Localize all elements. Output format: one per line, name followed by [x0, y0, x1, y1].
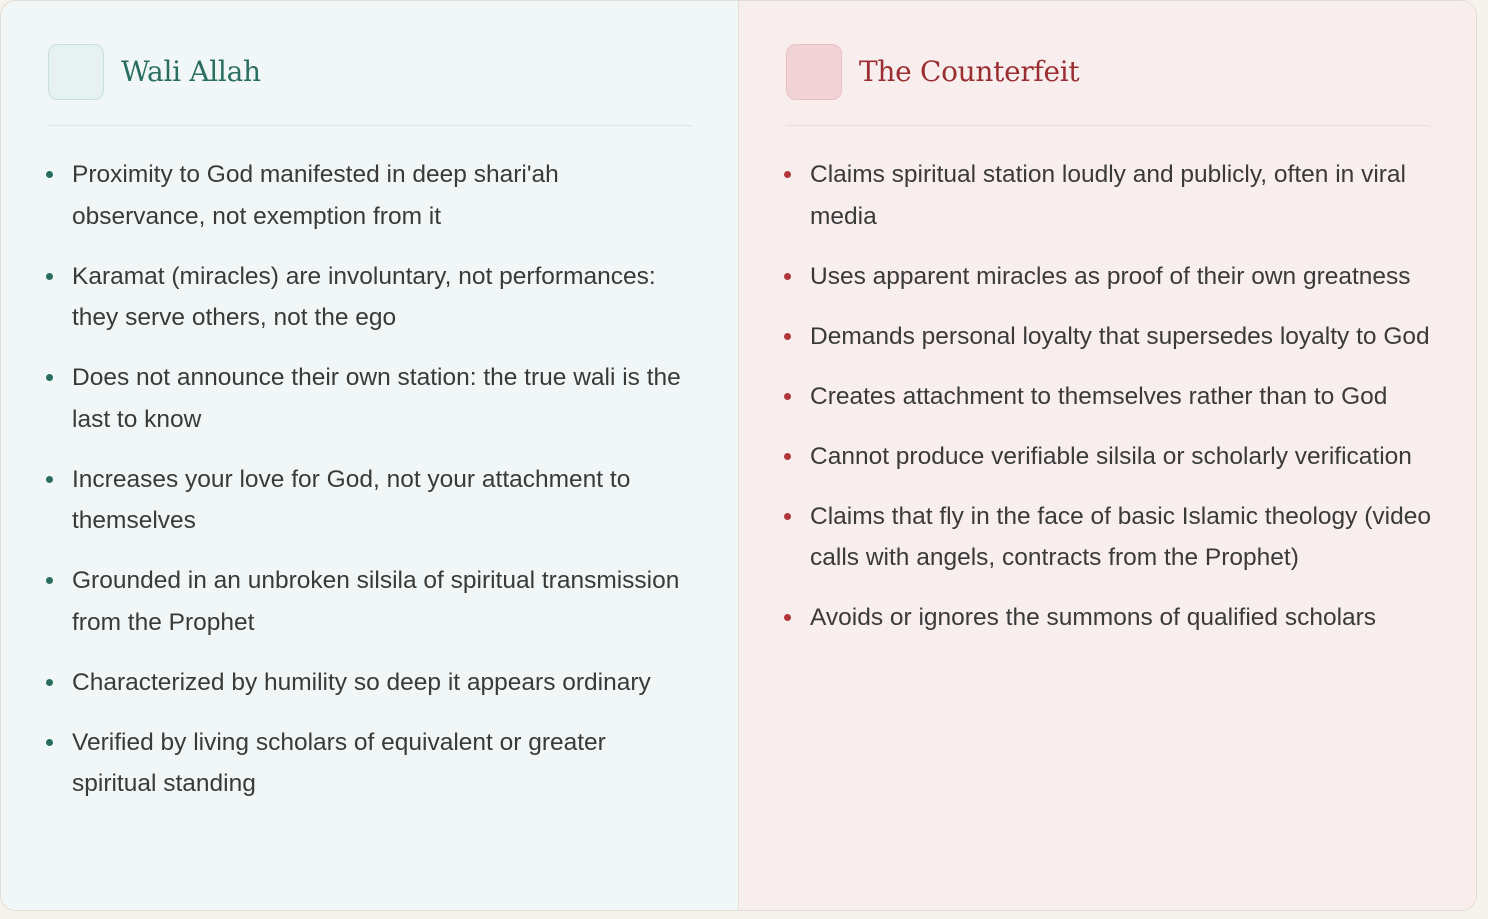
- bullet-icon: [46, 171, 53, 178]
- bullet-icon: [46, 739, 53, 746]
- list-item: [784, 496, 1434, 579]
- list-item-text: Claims that fly in the face of basic Islamic theology (video calls with angels, contracts from the Prophet): [810, 502, 1431, 571]
- list-item-text: Increases your love for God, not your attachment to themselves: [72, 465, 631, 534]
- list-item: [784, 376, 1434, 418]
- list-item: [784, 316, 1434, 358]
- list-item: [784, 154, 1434, 237]
- wali-allah-title: Wali Allah: [121, 55, 261, 88]
- list-item-text: Verified by living scholars of equivalent or greater spiritual standing: [72, 728, 606, 797]
- counterfeit-list: [784, 154, 1434, 657]
- list-item-text: Uses apparent miracles as proof of their own greatness: [810, 262, 1411, 290]
- list-item: [784, 256, 1434, 298]
- bullet-icon: [46, 374, 53, 381]
- list-item: [784, 597, 1434, 639]
- counterfeit-header: [786, 43, 1079, 101]
- wali-allah-list: [46, 154, 696, 823]
- list-item-text: Creates attachment to themselves rather than to God: [810, 382, 1388, 410]
- list-item: [46, 722, 696, 805]
- bullet-icon: [784, 453, 791, 460]
- list-item-text: Claims spiritual station loudly and publicly, often in viral media: [810, 161, 1406, 230]
- bullet-icon: [784, 513, 791, 520]
- list-item-text: Proximity to God manifested in deep shari'ah observance, not exemption from it: [72, 161, 559, 230]
- bullet-icon: [46, 679, 53, 686]
- counterfeit-divider: [786, 125, 1430, 126]
- list-item-text: Avoids or ignores the summons of qualified scholars: [810, 604, 1377, 631]
- list-item: [46, 357, 696, 440]
- list-item-text: Does not announce their own station: the true wali is the last to know: [72, 364, 681, 433]
- wali-allah-column: [1, 1, 739, 910]
- bullet-icon: [784, 333, 791, 340]
- bullet-icon: [784, 171, 791, 178]
- list-item-text: Cannot produce verifiable silsila or scholarly verification: [810, 442, 1412, 470]
- counterfeit-icon: [786, 44, 842, 100]
- bullet-icon: [46, 476, 53, 483]
- bullet-icon: [784, 273, 791, 280]
- list-item: [46, 662, 696, 704]
- list-item-text: Grounded in an unbroken silsila of spiritual transmission from the Prophet: [72, 567, 680, 636]
- list-item: [46, 459, 696, 542]
- wali-allah-icon: [48, 44, 104, 100]
- counterfeit-title: The Counterfeit: [859, 55, 1080, 88]
- list-item: [46, 560, 696, 643]
- wali-allah-header: [48, 43, 261, 101]
- bullet-icon: [784, 614, 791, 621]
- list-item-text: Demands personal loyalty that supersedes loyalty to God: [810, 322, 1430, 350]
- bullet-icon: [784, 393, 791, 400]
- list-item: [46, 256, 696, 339]
- bullet-icon: [46, 577, 53, 584]
- list-item-text: Characterized by humility so deep it appears ordinary: [72, 668, 651, 696]
- list-item: [46, 154, 696, 237]
- counterfeit-column: [739, 1, 1476, 910]
- wali-allah-divider: [48, 125, 693, 126]
- list-item: [784, 436, 1434, 478]
- bullet-icon: [46, 273, 53, 280]
- list-item-text: Karamat (miracles) are involuntary, not performances: they serve others, not the ego: [72, 262, 656, 331]
